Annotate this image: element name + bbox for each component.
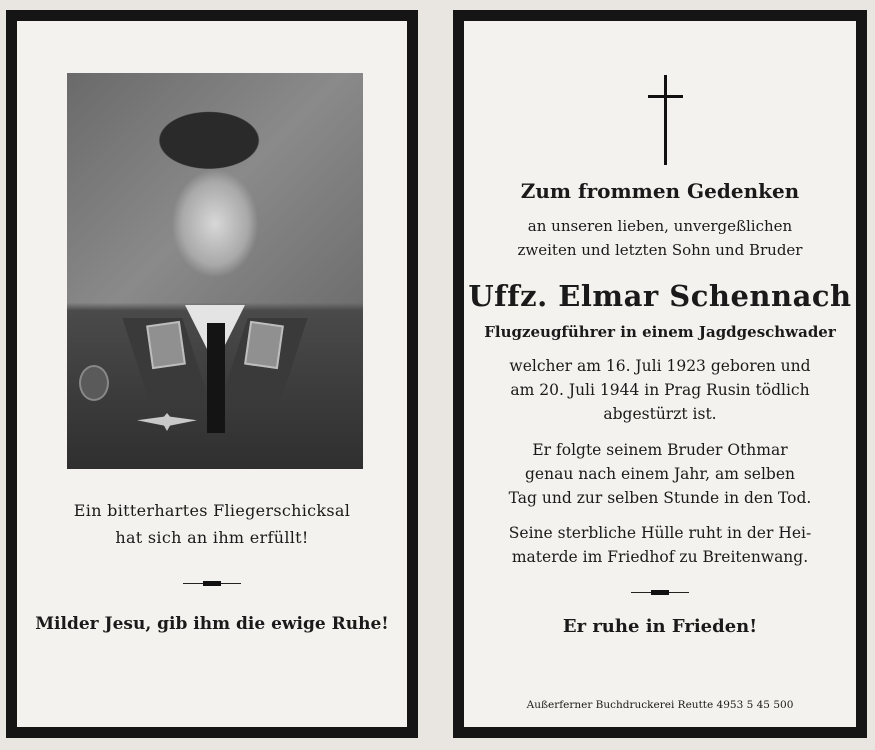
right-card [453, 10, 867, 738]
quote-line-2: hat sich an ihm erfüllt! [115, 528, 309, 547]
prayer: Milder Jesu, gib ihm die ewige Ruhe! [35, 614, 389, 634]
burial-line-2: materde im Friedhof zu Breitenwang. [511, 548, 809, 566]
cross-icon [664, 75, 667, 165]
divider [631, 592, 689, 593]
burial-line-1: Seine sterbliche Hülle ruht in der Hei- [508, 524, 812, 542]
collar-patch-left [146, 321, 186, 369]
closing: Er ruhe in Frieden! [562, 616, 758, 637]
eagle-emblem-icon [137, 413, 197, 431]
dates-line-3: abgestürzt ist. [603, 405, 717, 423]
badge-icon [79, 365, 109, 401]
collar-patch-right [244, 321, 284, 369]
portrait-photo [67, 73, 363, 469]
intro-line-1: an unseren lieben, unvergeßlichen [527, 217, 793, 235]
quote-line-1: Ein bitterhartes Fliegerschicksal [73, 501, 351, 520]
brother-line-2: genau nach einem Jahr, am selben [525, 465, 795, 483]
cross-bar [648, 95, 683, 98]
intro-line-2: zweiten und letzten Sohn und Bruder [517, 241, 803, 259]
printer-imprint: Außerferner Buchdruckerei Reutte 4953 5 45 500 [526, 699, 794, 711]
left-card [6, 10, 418, 738]
heading: Zum frommen Gedenken [520, 179, 800, 203]
dates-line-2: am 20. Juli 1944 in Prag Rusin tödlich [510, 381, 810, 399]
brother-line-1: Er folgte seinem Bruder Othmar [532, 441, 788, 459]
brother-line-3: Tag und zur selben Stunde in den Tod. [508, 489, 812, 507]
tie [207, 323, 225, 433]
rank: Flugzeugführer in einem Jagdgeschwader [484, 323, 836, 341]
deceased-name: Uffz. Elmar Schennach [468, 279, 852, 313]
divider [183, 583, 241, 584]
dates-line-1: welcher am 16. Juli 1923 geboren und [509, 357, 811, 375]
